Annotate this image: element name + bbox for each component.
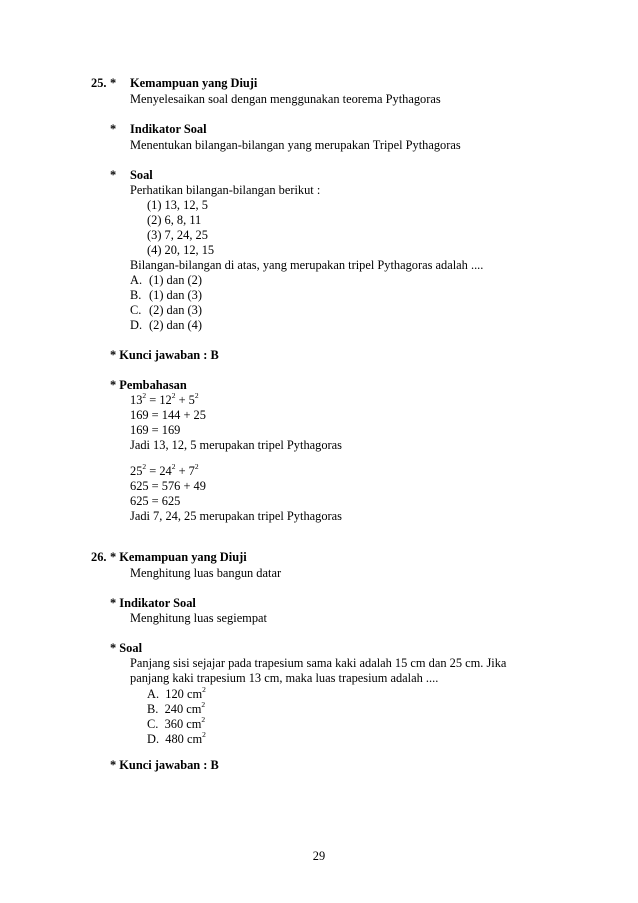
q25-indikator-heading: Indikator Soal [130, 122, 207, 136]
q25-kemampuan-text: Menyelesaikan soal dengan menggunakan teorema Pythagoras [130, 92, 441, 106]
q26-option: C. 360 $cm^2$ [147, 714, 206, 731]
q25-soal-heading: Soal [130, 168, 153, 182]
q26-number: 26. [91, 550, 107, 564]
q25-kunci-jawaban: * Kunci jawaban : B [110, 348, 219, 362]
q26-soal-text: Panjang sisi sejajar pada trapesium sama kaki adalah 15 cm dan 25 cm. Jika [130, 656, 507, 670]
q25-pembahasan-line: 625 = 576 + 49 [130, 479, 206, 493]
q25-option-text: (1) dan (2) [149, 273, 202, 287]
q25-option-text: (1) dan (3) [149, 288, 202, 302]
q25-pembahasan-line: 169 = 144 + 25 [130, 408, 206, 422]
q25-indikator-star: * [110, 122, 117, 136]
q25-soal-item: (3) 7, 24, 25 [147, 228, 208, 242]
q25-soal-star: * [110, 168, 117, 182]
q25-kemampuan-heading: Kemampuan yang Diuji [130, 76, 258, 90]
q25-option-letter: C. [130, 303, 142, 317]
q25-option-letter: B. [130, 288, 142, 302]
q25-option-text: (2) dan (4) [149, 318, 202, 332]
q25-star: * [110, 76, 117, 90]
q25-pembahasan-line: 625 = 625 [130, 494, 181, 508]
q25-option-letter: A. [130, 273, 143, 287]
q26-kemampuan-heading: * Kemampuan yang Diuji [110, 550, 247, 564]
q26-option: D. 480 $cm^2$ [147, 729, 206, 746]
q26-kunci-jawaban: * Kunci jawaban : B [110, 758, 219, 772]
q25-number: 25. [91, 76, 107, 90]
q25-option-letter: D. [130, 318, 143, 332]
q25-soal-question: Bilangan-bilangan di atas, yang merupakan tripel Pythagoras adalah .... [130, 258, 484, 272]
q25-soal-item: (1) 13, 12, 5 [147, 198, 208, 212]
page-number: 29 [312, 849, 326, 863]
q25-equation-2: $25^2 = 24^2 + 7^2$ [130, 461, 199, 478]
q25-soal-intro: Perhatikan bilangan-bilangan berikut : [130, 183, 321, 197]
q25-pembahasan-conclusion: Jadi 7, 24, 25 merupakan tripel Pythagoras [130, 509, 342, 523]
q25-soal-item: (4) 20, 12, 15 [147, 243, 215, 257]
q25-pembahasan-line: 169 = 169 [130, 423, 181, 437]
q26-soal-text: panjang kaki trapesium 13 cm, maka luas trapesium adalah .... [130, 671, 439, 685]
q25-pembahasan-heading: * Pembahasan [110, 378, 187, 392]
q26-indikator-heading: * Indikator Soal [110, 596, 196, 610]
q25-indikator-text: Menentukan bilangan-bilangan yang merupakan Tripel Pythagoras [130, 138, 461, 152]
q26-option: B. 240 $cm^2$ [147, 699, 206, 716]
q26-option: A. 120 $cm^2$ [147, 684, 206, 701]
q25-option-text: (2) dan (3) [149, 303, 202, 317]
q26-soal-heading: * Soal [110, 641, 143, 655]
q25-soal-item: (2) 6, 8, 11 [147, 213, 202, 227]
q25-equation-1: $13^2 = 12^2 + 5^2$ [130, 390, 199, 407]
q26-indikator-text: Menghitung luas segiempat [130, 611, 267, 625]
q25-pembahasan-conclusion: Jadi 13, 12, 5 merupakan tripel Pythagoras [130, 438, 342, 452]
q26-kemampuan-text: Menghitung luas bangun datar [130, 566, 282, 580]
